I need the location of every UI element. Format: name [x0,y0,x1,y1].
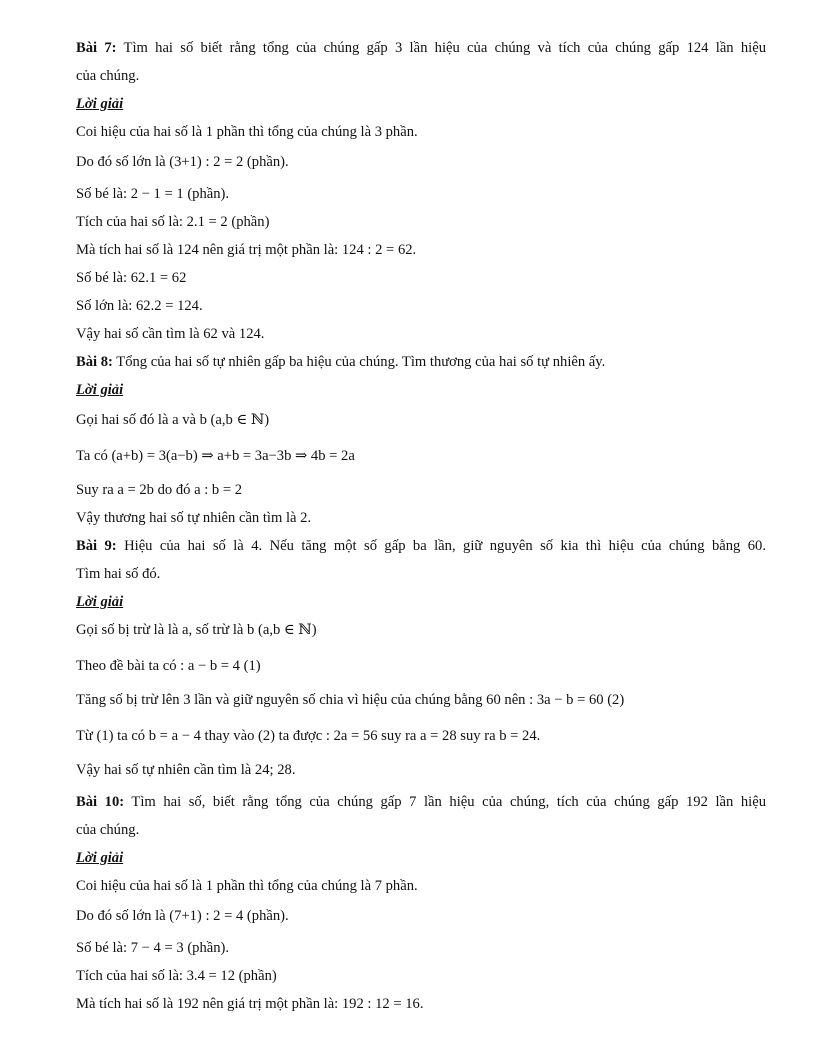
problem-label: Bài 10: [76,794,125,810]
text-line: Tích của hai số là: 3.4 = 12 (phần) [76,968,277,984]
problem-text: Tổng của hai số tự nhiên gấp ba hiệu của chúng. Tìm thương của hai số tự nhiên ấy. [112,354,606,370]
text-line: Mà tích hai số là 192 nên giá trị một phần là: 192 : 12 = 16. [76,996,424,1012]
solution-heading-text: Lời giải [76,850,124,866]
problem-text: Tìm hai số biết rằng tổng của chúng gấp 3 lần hiệu của chúng và tích của chúng gấp 124 lần hiệu [116,40,766,56]
text-line: Theo đề bài ta có : a − b = 4 (1) [76,658,261,674]
problem-label: Bài 7: [76,40,117,56]
solution-heading [76,380,766,400]
text-line: Số bé là: 2 − 1 = 1 (phần). [76,186,230,202]
text-line: Số lớn là: 62.2 = 124. [76,298,203,314]
text-line: Số bé là: 62.1 = 62 [76,270,187,286]
solution-heading [76,94,766,114]
solution-heading-text: Lời giải [76,382,124,398]
text-line: của chúng. [76,822,140,838]
text-line: Suy ra a = 2b do đó a : b = 2 [76,482,243,498]
solution-heading [76,592,766,612]
text-line: Gọi hai số đó là a và b (a,b ∈ ℕ) [76,412,270,428]
text-line: Coi hiệu của hai số là 1 phần thì tổng của chúng là 3 phần. [76,124,418,140]
text-line: của chúng. [76,68,140,84]
solution-heading [76,848,766,868]
problem-statement [76,792,766,812]
problem-text: Tìm hai số, biết rằng tổng của chúng gấp 7 lần hiệu của chúng, tích của chúng gấp 192 lần hiệu [124,794,766,810]
text-line: Tăng số bị trừ lên 3 lần và giữ nguyên số chia vì hiệu của chúng bằng 60 nên : 3a − b = 60 (2) [76,692,625,708]
problem-statement [76,536,766,556]
text-line: Tích của hai số là: 2.1 = 2 (phần) [76,214,270,230]
text-line: Coi hiệu của hai số là 1 phần thì tổng của chúng là 7 phần. [76,878,418,894]
text-line: Vậy hai số cần tìm là 62 và 124. [76,326,265,342]
text-line: Do đó số lớn là (7+1) : 2 = 4 (phần). [76,908,289,924]
text-line: Vậy hai số tự nhiên cần tìm là 24; 28. [76,762,296,778]
problem-text: Hiệu của hai số là 4. Nếu tăng một số gấp ba lần, giữ nguyên số kia thì hiệu của chúng bằng 60. [116,538,766,554]
problem-label: Bài 9: [76,538,117,554]
text-line: Số bé là: 7 − 4 = 3 (phần). [76,940,230,956]
problem-statement [76,38,766,58]
text-line: Do đó số lớn là (3+1) : 2 = 2 (phần). [76,154,289,170]
solution-heading-text: Lời giải [76,96,124,112]
text-line: Gọi số bị trừ là là a, số trừ là b (a,b ∈ ℕ) [76,622,317,638]
problem-label: Bài 8: [76,354,113,370]
problem-statement [76,352,766,372]
text-line: Mà tích hai số là 124 nên giá trị một phần là: 124 : 2 = 62. [76,242,417,258]
text-line: Tìm hai số đó. [76,566,161,582]
text-line: Ta có (a+b) = 3(a−b) ⇒ a+b = 3a−3b ⇒ 4b = 2a [76,448,355,464]
text-line: Vậy thương hai số tự nhiên cần tìm là 2. [76,510,312,526]
text-line: Từ (1) ta có b = a − 4 thay vào (2) ta được : 2a = 56 suy ra a = 28 suy ra b = 24. [76,728,541,744]
solution-heading-text: Lời giải [76,594,124,610]
